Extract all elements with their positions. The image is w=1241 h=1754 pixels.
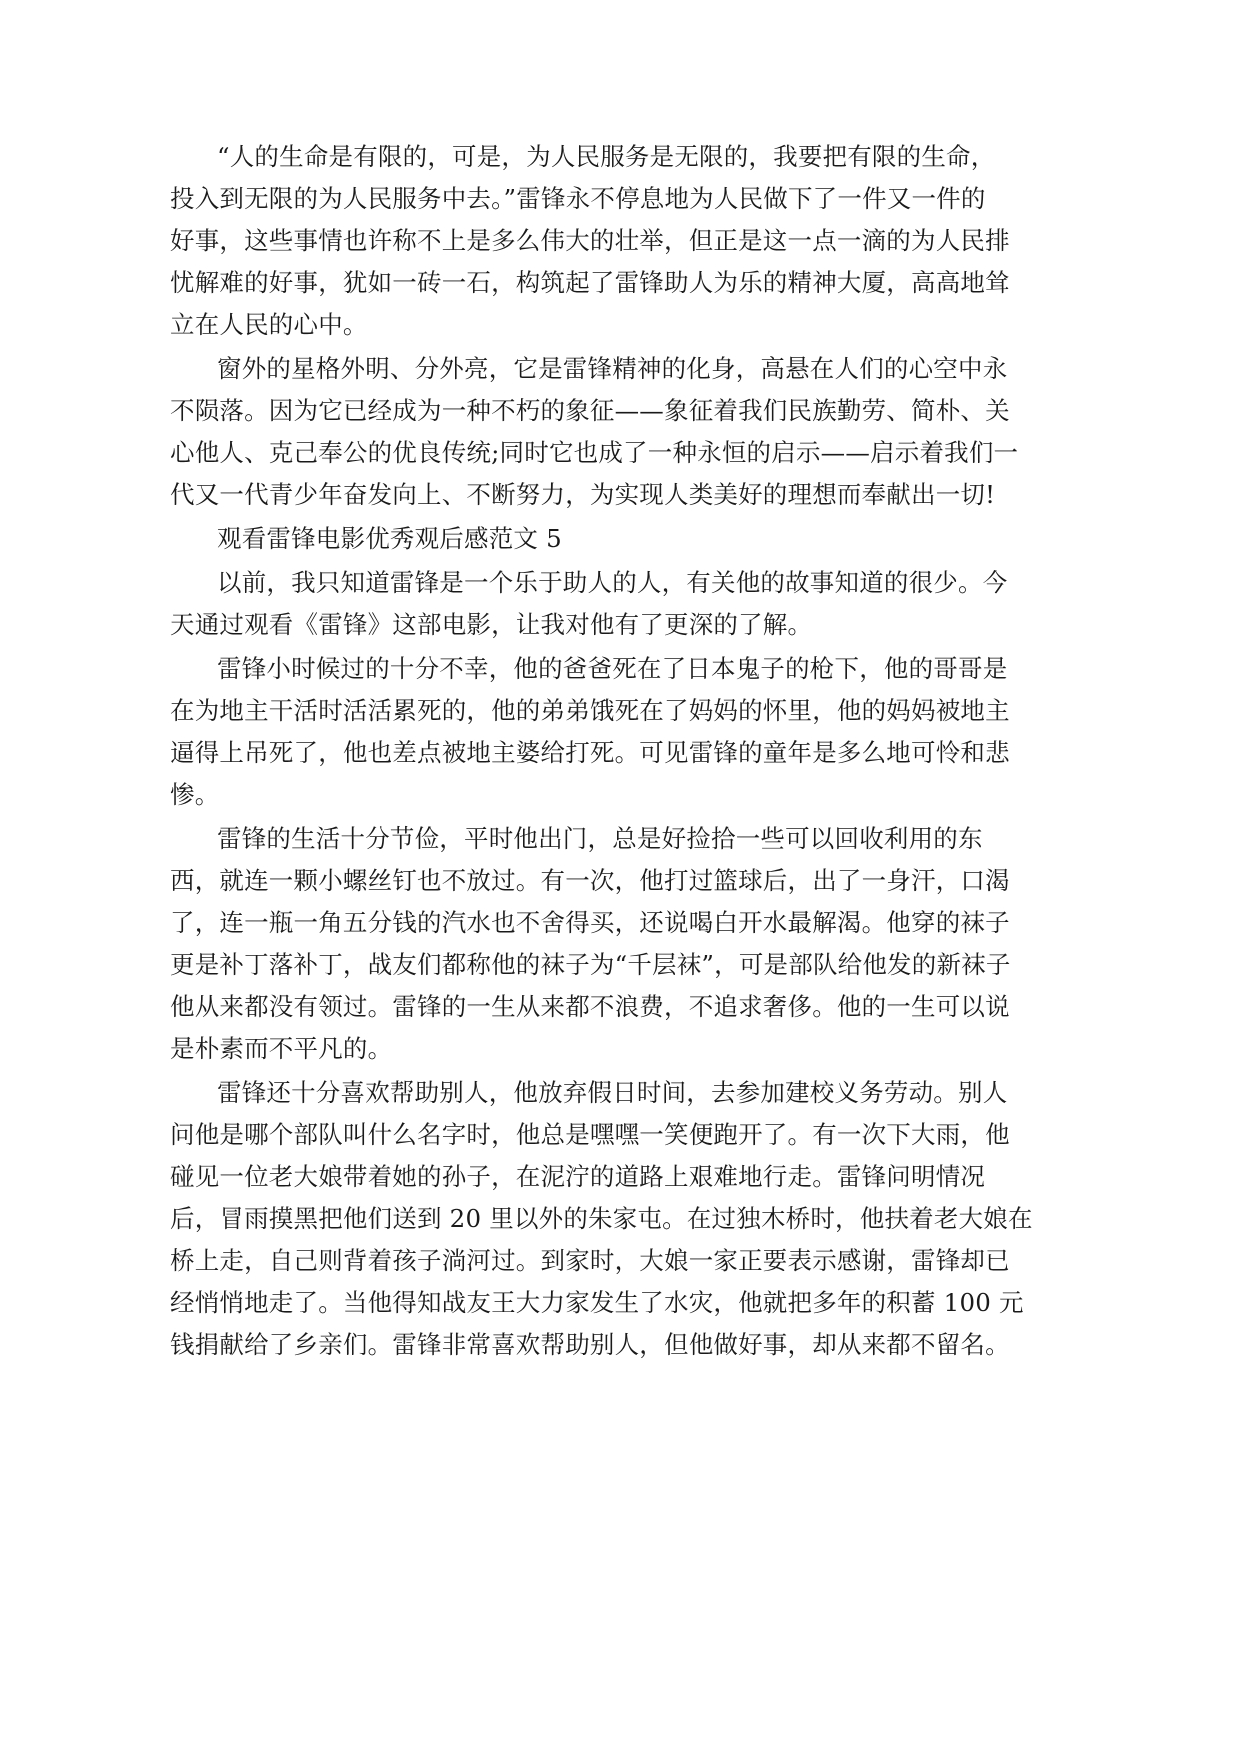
paragraph-2-line-4: 代又一代青少年奋发向上、不断努力，为实现人类美好的理想而奉献出一切! bbox=[170, 480, 996, 509]
paragraph-4-line-3: 逼得上吊死了，他也差点被地主婆给打死。可见雷锋的童年是多么地可怜和悲 bbox=[170, 738, 1010, 767]
paragraph-6-line-1: 雷锋还十分喜欢帮助别人，他放弃假日时间，去参加建校义务劳动。别人 bbox=[217, 1078, 1008, 1107]
paragraph-1-line-1: “人的生命是有限的，可是，为人民服务是无限的，我要把有限的生命， bbox=[217, 142, 996, 171]
paragraph-5-line-4: 更是补丁落补丁，战友们都称他的袜子为“千层袜”，可是部队给他发的新袜子 bbox=[170, 950, 1011, 979]
paragraph-5-line-2: 西，就连一颗小螺丝钉也不放过。有一次，他打过篮球后，出了一身汗，口渴 bbox=[170, 866, 1010, 895]
paragraph-5-line-6: 是朴素而不平凡的。 bbox=[170, 1034, 393, 1063]
paragraph-4-line-1: 雷锋小时候过的十分不幸，他的爸爸死在了日本鬼子的枪下，他的哥哥是 bbox=[217, 654, 1008, 683]
paragraph-6-line-6: 经悄悄地走了。当他得知战友王大力家发生了水灾，他就把多年的积蓄 100 元 bbox=[170, 1288, 1024, 1317]
paragraph-6-line-3: 碰见一位老大娘带着她的孙子，在泥泞的道路上艰难地行走。雷锋问明情况 bbox=[170, 1162, 986, 1191]
paragraph-6-line-2: 问他是哪个部队叫什么名字时，他总是嘿嘿一笑便跑开了。有一次下大雨，他 bbox=[170, 1120, 1010, 1149]
paragraph-6-line-7: 钱捐献给了乡亲们。雷锋非常喜欢帮助别人，但他做好事，却从来都不留名。 bbox=[170, 1330, 1010, 1359]
paragraph-1-line-3: 好事，这些事情也许称不上是多么伟大的壮举，但正是这一点一滴的为人民排 bbox=[170, 226, 1010, 255]
paragraph-4-line-2: 在为地主干活时活活累死的，他的弟弟饿死在了妈妈的怀里，他的妈妈被地主 bbox=[170, 696, 1010, 725]
paragraph-6-line-5: 桥上走，自己则背着孩子淌河过。到家时，大娘一家正要表示感谢，雷锋却已 bbox=[170, 1246, 1010, 1275]
paragraph-3-line-2: 天通过观看《雷锋》这部电影，让我对他有了更深的了解。 bbox=[170, 610, 813, 639]
paragraph-1-line-5: 立在人民的心中。 bbox=[170, 310, 368, 339]
paragraph-2-line-3: 心他人、克己奉公的优良传统;同时它也成了一种永恒的启示——启示着我们一 bbox=[170, 438, 1019, 467]
section-heading: 观看雷锋电影优秀观后感范文 5 bbox=[217, 524, 562, 553]
paragraph-1-line-4: 忧解难的好事，犹如一砖一石，构筑起了雷锋助人为乐的精神大厦，高高地耸 bbox=[170, 268, 1010, 297]
paragraph-5-line-5: 他从来都没有领过。雷锋的一生从来都不浪费，不追求奢侈。他的一生可以说 bbox=[170, 992, 1010, 1021]
paragraph-6-line-4: 后，冒雨摸黑把他们送到 20 里以外的朱家屯。在过独木桥时，他扶着老大娘在 bbox=[170, 1204, 1033, 1233]
paragraph-2-line-1: 窗外的星格外明、分外亮，它是雷锋精神的化身，高悬在人们的心空中永 bbox=[217, 354, 1008, 383]
paragraph-5-line-3: 了，连一瓶一角五分钱的汽水也不舍得买，还说喝白开水最解渴。他穿的袜子 bbox=[170, 908, 1010, 937]
paragraph-2-line-2: 不陨落。因为它已经成为一种不朽的象征——象征着我们民族勤劳、简朴、关 bbox=[170, 396, 1010, 425]
paragraph-1-line-2: 投入到无限的为人民服务中去。”雷锋永不停息地为人民做下了一件又一件的 bbox=[170, 184, 986, 213]
paragraph-4-line-4: 惨。 bbox=[170, 780, 220, 809]
paragraph-3-line-1: 以前，我只知道雷锋是一个乐于助人的人，有关他的故事知道的很少。今 bbox=[217, 568, 1008, 597]
paragraph-5-line-1: 雷锋的生活十分节俭，平时他出门，总是好捡拾一些可以回收利用的东 bbox=[217, 824, 983, 853]
